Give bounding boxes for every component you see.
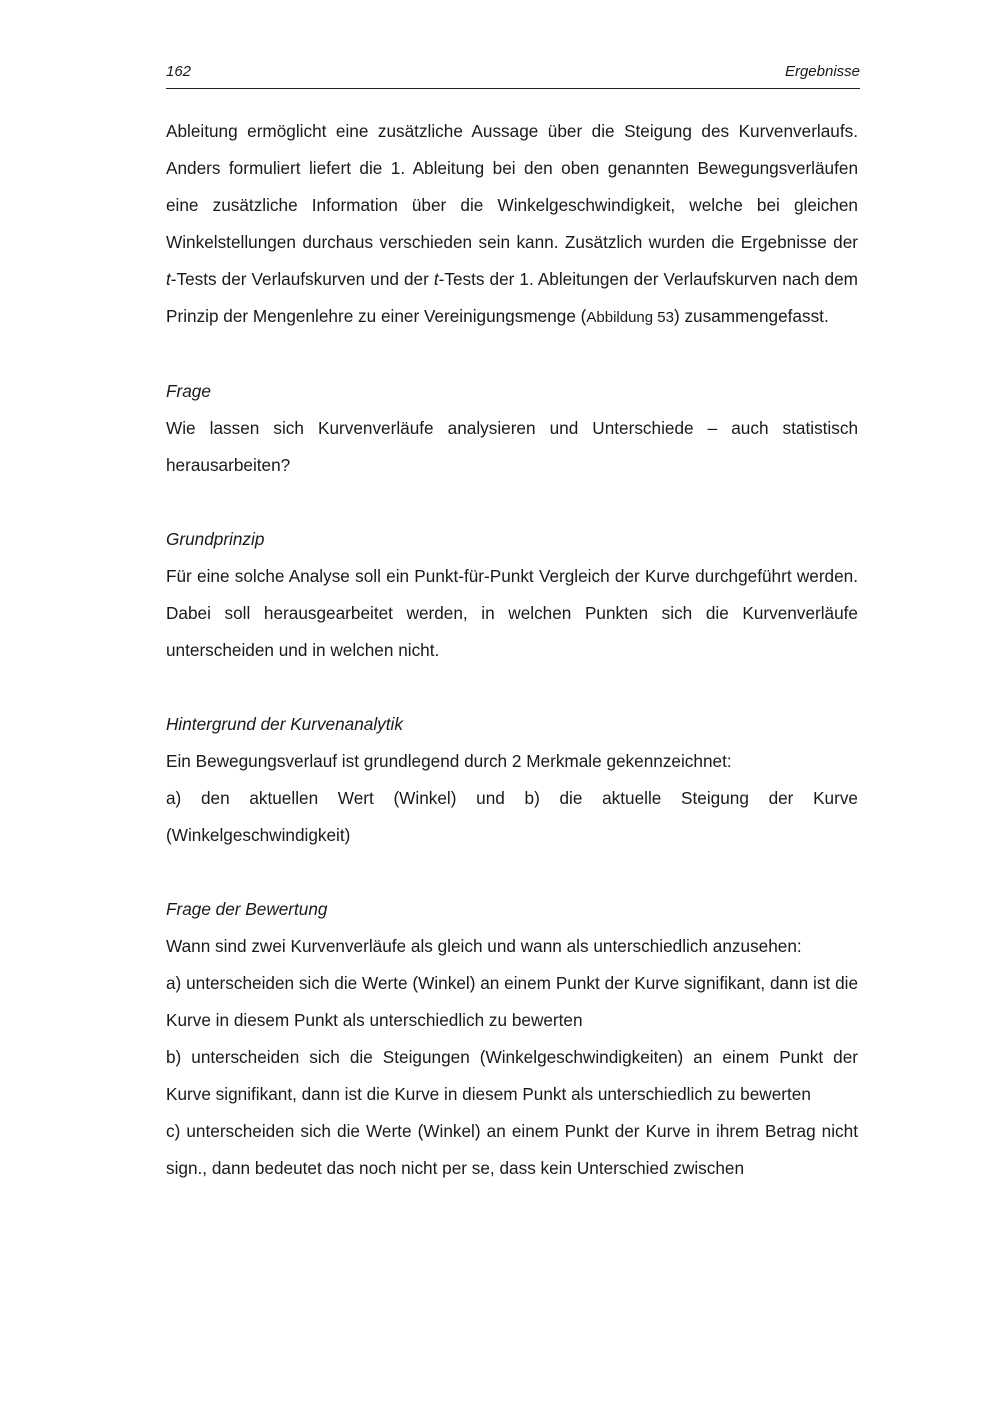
intro-text-4: ) zusammengefasst. [673, 306, 829, 326]
hintergrund-line-1: Ein Bewegungsverlauf ist grundlegend durch 2 Merkmale gekennzeichnet: [166, 751, 732, 771]
grundprinzip-paragraph: Für eine solche Analyse soll ein Punkt-für-Punkt Vergleich der Kurve durchgeführt werden. Dabei soll herausgearbeitet werden, in welchen Punkten sich die Kurvenverläufe unterscheiden und in welchen nicht. [166, 566, 858, 660]
bewertung-line-1: Wann sind zwei Kurvenverläufe als gleich und wann als unterschiedlich anzusehen: [166, 936, 802, 956]
heading-bewertung: Frage der Bewertung [166, 899, 328, 919]
page-body [166, 113, 858, 1187]
intro-text-1: Ableitung ermöglicht eine zusätzliche Aussage über die Steigung des Kurvenverlaufs. Anders formuliert liefert die 1. Ableitung bei den oben genannten Bewegungsverläufen eine zusätzliche Information über die Winkelgeschwindigkeit, welche bei gleichen Winkelstellungen durchaus verschieden sein kann. Zusätzlich wurden die Ergebnisse der [166, 121, 858, 252]
intro-text-3: -Tests der 1. Ableitungen der Verlaufskurven nach dem Prinzip der Mengenlehre zu einer Vereinigungsmenge ( [166, 269, 858, 326]
bewertung-item-c: c) unterscheiden sich die Werte (Winkel) an einem Punkt der Kurve in ihrem Betrag nicht sign., dann bedeutet das noch nicht per se, dass kein Unterschied zwischen [166, 1121, 858, 1178]
figure-reference: Abbildung 53 [586, 309, 674, 326]
page-number: 162 [166, 63, 192, 80]
bewertung-item-b: b) unterscheiden sich die Steigungen (Winkelgeschwindigkeiten) an einem Punkt der Kurve signifikant, dann ist die Kurve in diesem Punkt als unterschiedlich zu bewerten [166, 1047, 858, 1104]
frage-paragraph: Wie lassen sich Kurvenverläufe analysieren und Unterschiede – auch statistisch herausarbeiten? [166, 418, 858, 475]
intro-text-2: -Tests der Verlaufskurven und der [170, 269, 434, 289]
t-symbol-2: t [433, 269, 439, 289]
running-header [166, 58, 860, 89]
t-symbol-1: t [166, 269, 171, 289]
hintergrund-line-2: a) den aktuellen Wert (Winkel) und b) die aktuelle Steigung der Kurve (Winkelgeschwindigkeit) [166, 788, 858, 845]
heading-frage: Frage [166, 381, 211, 401]
intro-paragraph [166, 113, 858, 336]
heading-hintergrund: Hintergrund der Kurvenanalytik [166, 714, 403, 734]
chapter-title: Ergebnisse [784, 63, 860, 80]
heading-grundprinzip: Grundprinzip [166, 529, 265, 549]
bewertung-item-a: a) unterscheiden sich die Werte (Winkel) an einem Punkt der Kurve signifikant, dann ist die Kurve in diesem Punkt als unterschiedlich zu bewerten [166, 973, 858, 1030]
